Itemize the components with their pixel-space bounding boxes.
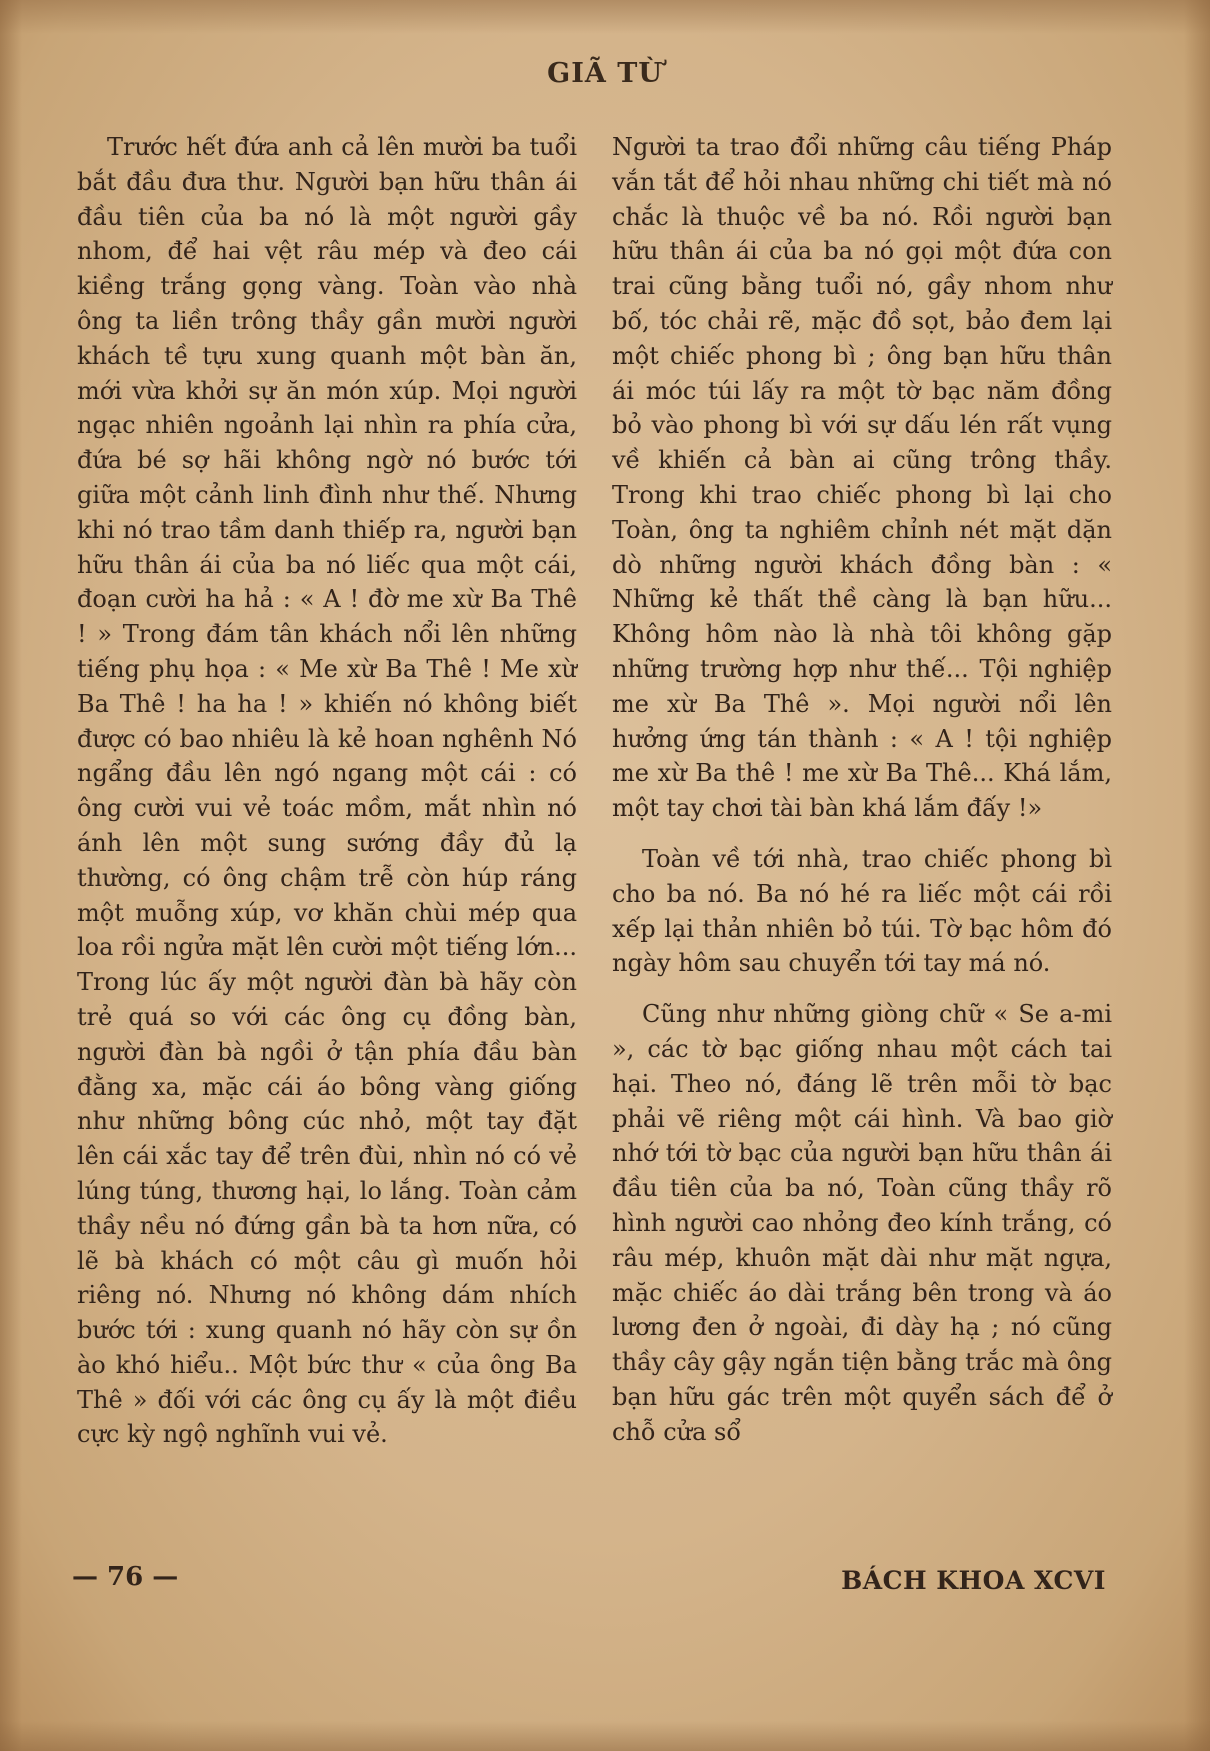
page-edge-shadow-left — [0, 0, 22, 1751]
page-number: — 76 — — [72, 1562, 179, 1592]
page-edge-shadow-top — [0, 0, 1210, 34]
running-title: GIÃ TỪ — [547, 58, 663, 89]
left-paragraph-1: Trước hết đứa anh cả lên mười ba tuổi bắt đầu đưa thư. Người bạn hữu thân ái đầu tiên của ba nó là một người gầy nhom, để hai vệt râu mép và đeo cái kiềng trắng gọng vàng. Toàn vào nhà ông ta liền trông thầy gần mười người khách tề tựu xung quanh một bàn ăn, mới vừa khởi sự ăn món xúp. Mọi người ngạc nhiên ngoảnh lại nhìn ra phía cửa, đứa bé sợ hãi không ngờ nó bước tới giữa một cảnh linh đình như thế. Nhưng khi nó trao tầm danh thiếp ra, người bạn hữu thân ái của ba nó liếc qua một cái, đoạn cười ha hả : « A ! đờ me xừ Ba Thê ! » Trong đám tân khách nổi lên những tiếng phụ họa : « Me xừ Ba Thê ! Me xừ Ba Thê ! ha ha ! » khiến nó không biết được có bao nhiêu là kẻ hoan nghênh Nó ngẩng đầu lên ngó ngang một cái : có ông cười vui vẻ toác mồm, mắt nhìn nó ánh lên một sung sướng đầy đủ lạ thường, có ông chậm trễ còn húp ráng một muỗng xúp, vơ khăn chùi mép qua loa rồi ngửa mặt lên cười một tiếng lớn... Trong lúc ấy một người đàn bà hãy còn trẻ quá so với các ông cụ đồng bàn, người đàn bà ngồi ở tận phía đầu bàn đằng xa, mặc cái áo bông vàng giống như những bông cúc nhỏ, một tay đặt lên cái xắc tay để trên đùi, nhìn nó có vẻ lúng túng, thương hại, lo lắng. Toàn cảm thầy nều nó đứng gần bà ta hơn nữa, có lẽ bà khách có một câu gì muốn hỏi riêng nó. Nhưng nó không dám nhích bước tới : xung quanh nó hãy còn sự ồn ào khó hiểu.. Một bức thư « của ông Ba Thê » đối với các ông cụ ấy là một điều cực kỳ ngộ nghĩnh vui vẻ. — [77, 133, 577, 1449]
right-column — [612, 130, 1112, 1449]
right-paragraph-1: Người ta trao đổi những câu tiếng Pháp vắn tắt để hỏi nhau những chi tiết mà nó chắc là thuộc về ba nó. Rồi người bạn hữu thân ái của ba nó gọi một đứa con trai cũng bằng tuổi nó, gầy nhom như bố, tóc chải rẽ, mặc đồ sọt, bảo đem lại một chiếc phong bì ; ông bạn hữu thân ái móc túi lấy ra một tờ bạc năm đồng bỏ vào phong bì với sự dấu lén rất vụng về khiến cả bàn ai cũng trông thầy. Trong khi trao chiếc phong bì lại cho Toàn, ông ta nghiêm chỉnh nét mặt dặn dò những người khách đồng bàn : « Những kẻ thất thề càng là bạn hữu... Không hôm nào là nhà tôi không gặp những trường hợp như thế... Tội nghiệp me xừ Ba Thê ». Mọi người nổi lên hưởng ứng tán thành : « A ! tội nghiệp me xừ Ba thê ! me xừ Ba Thê... Khá lắm, một tay chơi tài bàn khá lắm đấy !» — [612, 133, 1112, 823]
right-paragraph-2: Toàn về tới nhà, trao chiếc phong bì cho ba nó. Ba nó hé ra liếc một cái rồi xếp lại thản nhiên bỏ túi. Tờ bạc hôm đó ngày hôm sau chuyển tới tay má nó. — [612, 844, 1112, 978]
journal-issue: BÁCH KHOA XCVI — [841, 1566, 1106, 1595]
left-column — [77, 130, 577, 1452]
right-paragraph-3: Cũng như những giòng chữ « Se a-mi », các tờ bạc giống nhau một cách tai hại. Theo nó, đáng lẽ trên mỗi tờ bạc phải vẽ riêng một cái hình. Và bao giờ nhớ tới tờ bạc của người bạn hữu thân ái đầu tiên của ba nó, Toàn cũng thầy rõ hình người cao nhỏng đeo kính trắng, có râu mép, khuôn mặt dài như mặt ngựa, mặc chiếc áo dài trắng bên trong và áo lương đen ở ngoài, đi dày hạ ; nó cũng thầy cây gậy ngắn tiện bằng trắc mà ông bạn hữu gác trên một quyển sách để ở chỗ cửa sổ — [612, 1000, 1112, 1446]
page-edge-shadow-right — [1184, 0, 1210, 1751]
page-edge-shadow-bottom — [0, 1721, 1210, 1751]
